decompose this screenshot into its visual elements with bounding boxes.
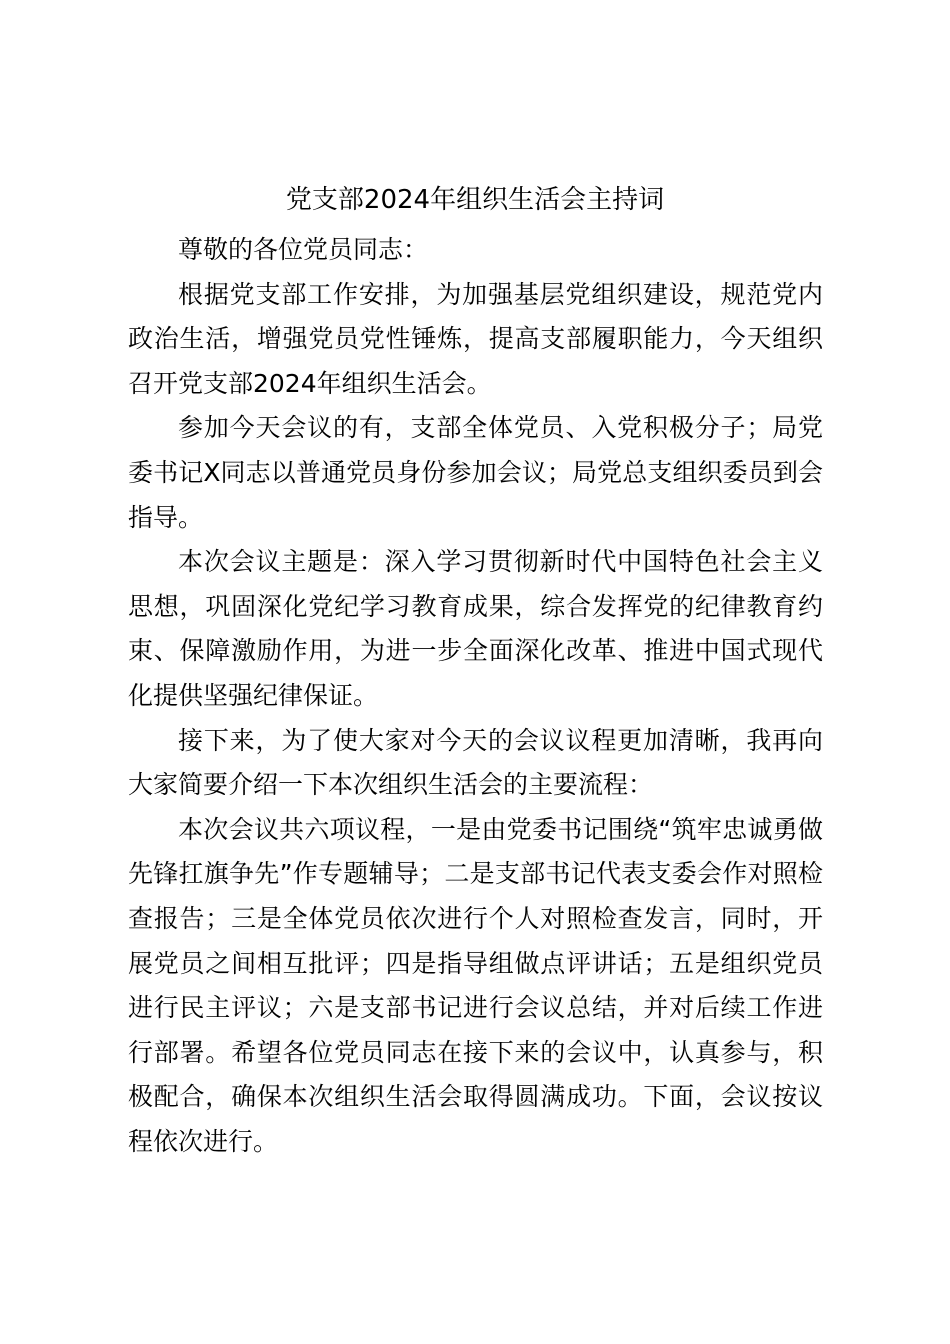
attendees-paragraph: 参加今天会议的有，支部全体党员、入党积极分子；局党委书记X同志以普通党员身份参加会议；局党总支组织委员到会指导。 — [128, 413, 823, 532]
document-title: 党支部2024年组织生活会主持词 — [285, 185, 665, 215]
agenda-paragraph: 本次会议共六项议程，一是由党委书记围绕“筑牢忠诚勇做先锋扛旗争先”作专题辅导；二是支部书记代表支委会作对照检查报告；三是全体党员依次进行个人对照检查发言，同时，开展党员之间相互批评；四是指导组做点评讲话；五是组织党员进行民主评议；六是支部书记进行会议总结，并对后续工作进行部署。希望各位党员同志在接下来的会议中，认真参与，积极配合，确保本次组织生活会取得圆满成功。下面，会议按议程依次进行。 — [128, 814, 823, 1156]
purpose-paragraph: 根据党支部工作安排，为加强基层党组织建设，规范党内政治生活，增强党员党性锤炼，提高支部履职能力，今天组织召开党支部2024年组织生活会。 — [128, 279, 823, 398]
document-body — [128, 228, 823, 1164]
transition-paragraph: 接下来，为了使大家对今天的会议议程更加清晰，我再向大家简要介绍一下本次组织生活会的主要流程： — [128, 725, 823, 800]
greeting-paragraph: 尊敬的各位党员同志： — [178, 235, 429, 264]
theme-paragraph: 本次会议主题是：深入学习贯彻新时代中国特色社会主义思想，巩固深化党纪学习教育成果，综合发挥党的纪律教育约束、保障激励作用，为进一步全面深化改革、推进中国式现代化提供坚强纪律保证。 — [128, 547, 823, 710]
